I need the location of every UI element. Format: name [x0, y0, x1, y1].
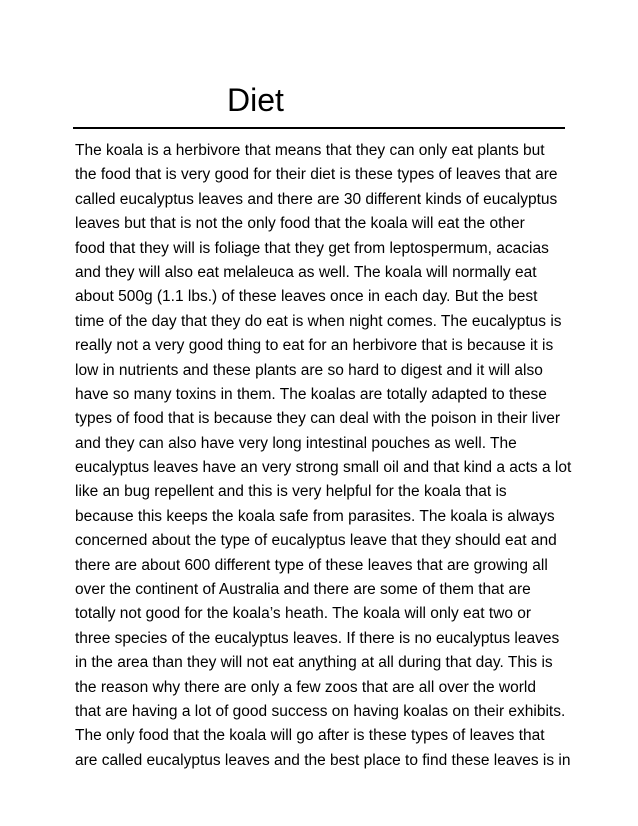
text-line: have so many toxins in them. The koalas are totally adapted to these: [75, 385, 547, 403]
text-line: called eucalyptus leaves and there are 30 different kinds of eucalyptus: [75, 190, 558, 208]
text-line: and they will also eat melaleuca as well. The koala will normally eat: [75, 263, 537, 281]
text-line: three species of the eucalyptus leaves. If there is no eucalyptus leaves: [75, 629, 560, 647]
text-line: totally not good for the koala’s heath. The koala will only eat two or: [75, 605, 532, 623]
text-line: low in nutrients and these plants are so hard to digest and it will also: [75, 361, 543, 379]
text-line: concerned about the type of eucalyptus leave that they should eat and: [75, 532, 557, 550]
text-line: time of the day that they do eat is when night comes. The eucalyptus is: [75, 312, 562, 330]
text-line: there are about 600 different type of these leaves that are growing all: [75, 556, 548, 574]
text-line: the reason why there are only a few zoos that are all over the world: [75, 678, 536, 696]
text-line: The koala is a herbivore that means that they can only eat plants but: [75, 142, 545, 159]
page-title: Diet: [227, 82, 284, 118]
text-line: in the area than they will not eat anything at all during that day. This is: [75, 654, 553, 672]
text-line: types of food that is because they can deal with the poison in their liver: [75, 410, 561, 428]
text-line: that are having a lot of good success on having koalas on their exhibits.: [75, 702, 566, 720]
text-line: eucalyptus leaves have an very strong small oil and that kind a acts a lot: [75, 459, 572, 477]
text-line: The only food that the koala will go after is these types of leaves that: [75, 727, 545, 745]
text-line: food that they will is foliage that they get from leptospermum, acacias: [75, 239, 549, 257]
text-line: and they can also have very long intestinal pouches as well. The: [75, 434, 517, 452]
text-line: are called eucalyptus leaves and the best place to find these leaves is in: [75, 751, 571, 769]
title-divider: [73, 127, 565, 129]
text-line: leaves but that is not the only food that the koala will eat the other: [75, 215, 525, 233]
text-line: because this keeps the koala safe from parasites. The koala is always: [75, 507, 555, 525]
text-line: over the continent of Australia and there are some of them that are: [75, 581, 531, 599]
text-line: the food that is very good for their diet is these types of leaves that are: [75, 166, 558, 184]
body-text: [75, 139, 575, 773]
text-line: like an bug repellent and this is very helpful for the koala that is: [75, 483, 507, 501]
text-line: about 500g (1.1 lbs.) of these leaves once in each day. But the best: [75, 288, 538, 306]
text-line: really not a very good thing to eat for an herbivore that is because it is: [75, 337, 554, 355]
